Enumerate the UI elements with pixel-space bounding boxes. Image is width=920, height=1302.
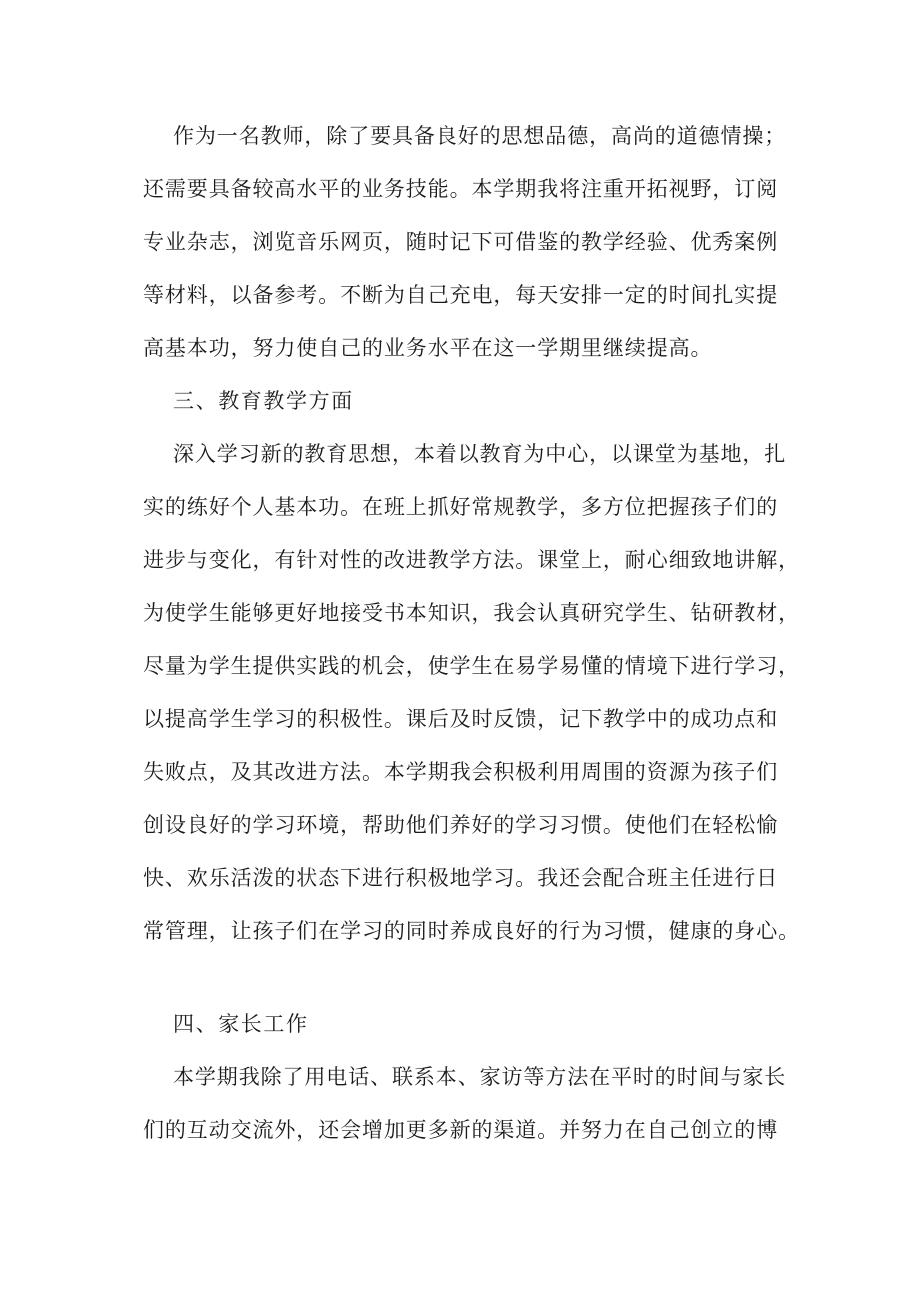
paragraph-2-line-1: 深入学习新的教育思想，本着以教育为中心，以课堂为基地，扎 — [173, 442, 787, 466]
paragraph-1-line-4: 等材料，以备参考。不断为自己充电，每天安排一定的时间扎实提 — [143, 283, 779, 307]
section-heading-3: 三、教育教学方面 — [173, 389, 354, 413]
paragraph-2-line-4: 为使学生能够更好地接受书本知识，我会认真研究学生、钻研教材， — [143, 601, 800, 625]
paragraph-3-line-1: 本学期我除了用电话、联系本、家访等方法在平时的时间与家长 — [173, 1065, 787, 1089]
section-heading-4: 四、家长工作 — [173, 1012, 309, 1036]
paragraph-2-line-6: 以提高学生学习的积极性。课后及时反馈，记下教学中的成功点和 — [143, 707, 779, 731]
paragraph-2-line-3: 进步与变化，有针对性的改进教学方法。课堂上，耐心细致地讲解， — [143, 548, 800, 572]
paragraph-2-line-9: 快、欢乐活泼的状态下进行积极地学习。我还会配合班主任进行日 — [143, 866, 779, 890]
paragraph-1-line-3: 专业杂志，浏览音乐网页，随时记下可借鉴的教学经验、优秀案例 — [143, 230, 779, 254]
paragraph-2-line-2: 实的练好个人基本功。在班上抓好常规教学，多方位把握孩子们的 — [143, 495, 779, 519]
paragraph-2-line-5: 尽量为学生提供实践的机会，使学生在易学易懂的情境下进行学习， — [143, 654, 800, 678]
paragraph-3-line-2: 们的互动交流外，还会增加更多新的渠道。并努力在自己创立的博 — [143, 1118, 779, 1142]
paragraph-2-line-7: 失败点，及其改进方法。本学期我会积极利用周围的资源为孩子们 — [143, 760, 779, 784]
paragraph-2-line-10: 常管理，让孩子们在学习的同时养成良好的行为习惯，健康的身心。 — [143, 919, 800, 943]
paragraph-2-line-8: 创设良好的学习环境，帮助他们养好的学习习惯。使他们在轻松愉 — [143, 813, 779, 837]
paragraph-1-line-5: 高基本功，努力使自己的业务水平在这一学期里继续提高。 — [143, 336, 713, 360]
paragraph-1-line-1: 作为一名教师，除了要具备良好的思想品德，高尚的道德情操； — [173, 124, 787, 148]
paragraph-1-line-2: 还需要具备较高水平的业务技能。本学期我将注重开拓视野，订阅 — [143, 177, 779, 201]
